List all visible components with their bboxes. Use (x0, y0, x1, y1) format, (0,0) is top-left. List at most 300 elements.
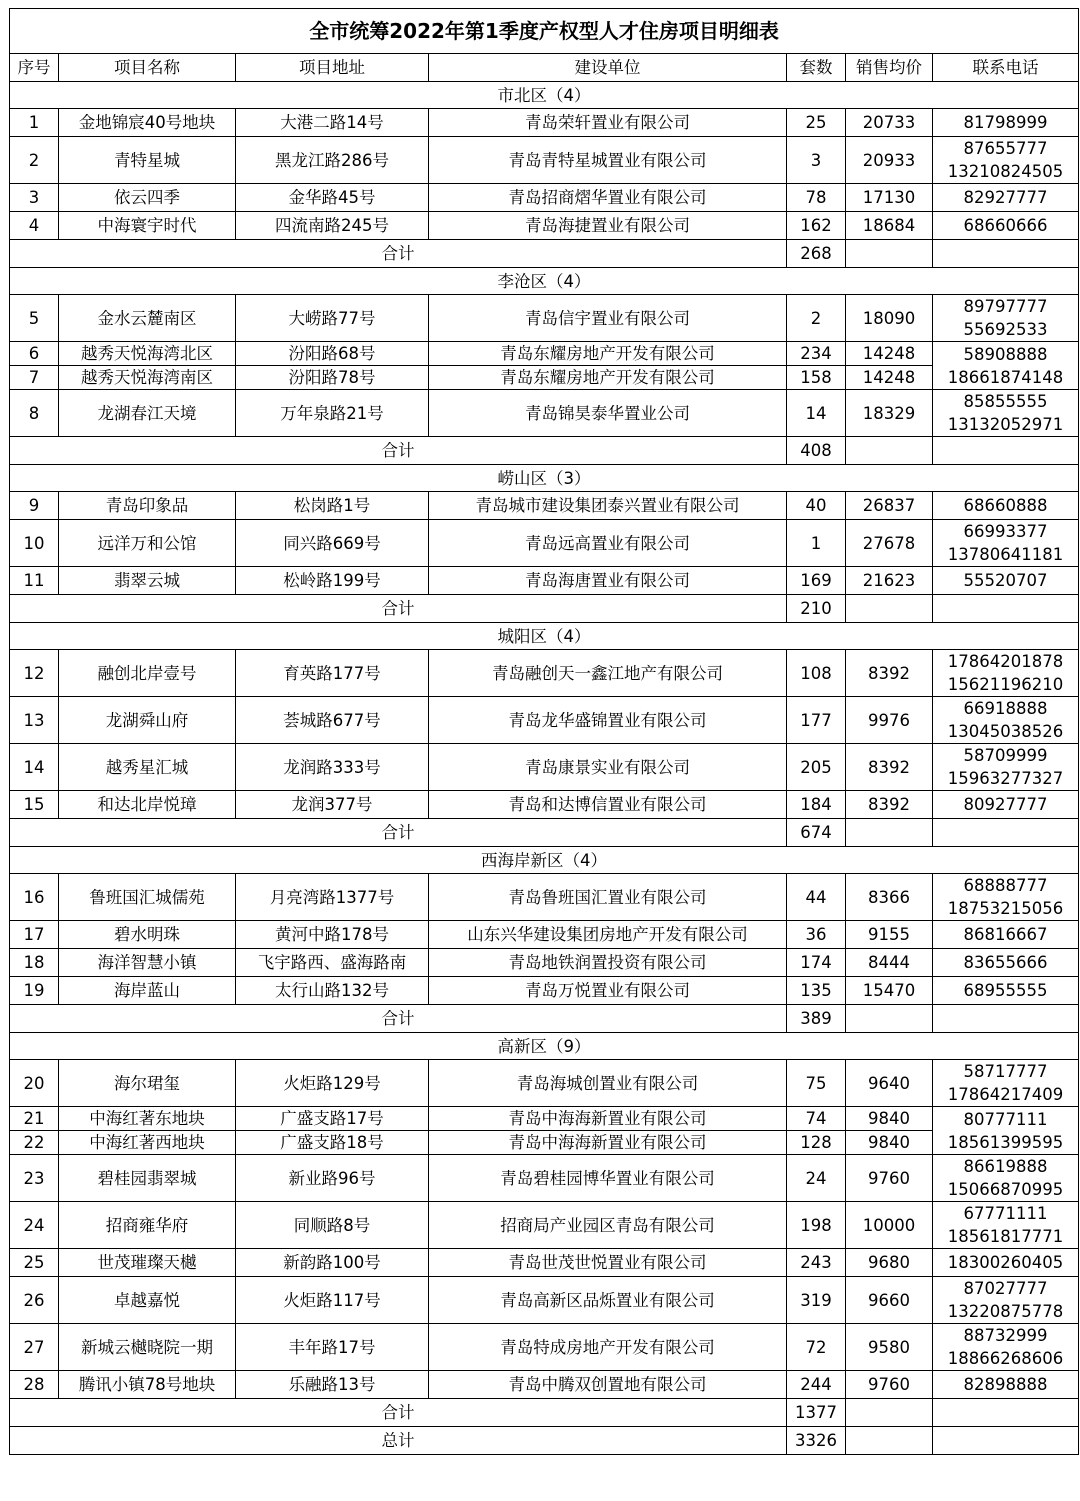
table-row (10, 744, 1079, 791)
district-row (10, 82, 1079, 109)
table-row (10, 366, 1079, 390)
cell-phone (933, 390, 1079, 437)
cell-project-address: 松岭路199号 (236, 567, 429, 595)
cell-units: 177 (787, 697, 846, 744)
phone-number: 81798999 (963, 113, 1048, 132)
cell-units: 1 (787, 520, 846, 567)
phone-number: 18300260405 (947, 1253, 1064, 1272)
table-row (10, 977, 1079, 1005)
cell-project-name: 中海红著西地块 (59, 1131, 236, 1155)
cell-project-name: 金水云麓南区 (59, 295, 236, 342)
district-name: 李沧区（4） (10, 268, 1079, 295)
subtotal-label: 合计 (10, 819, 787, 847)
cell-project-address: 汾阳路68号 (236, 342, 429, 366)
cell-phone (933, 1249, 1079, 1277)
grand-total-empty (933, 1427, 1079, 1455)
cell-project-name: 龙湖舜山府 (59, 697, 236, 744)
cell-avg-price: 8366 (846, 874, 933, 921)
cell-units: 174 (787, 949, 846, 977)
cell-no: 2 (10, 137, 59, 184)
cell-avg-price: 10000 (846, 1202, 933, 1249)
cell-builder: 青岛锦昊泰华置业公司 (429, 390, 787, 437)
cell-no: 17 (10, 921, 59, 949)
phone-number: 18661874148 (947, 367, 1064, 387)
phone-number: 58717777 (963, 1062, 1048, 1081)
cell-no: 24 (10, 1202, 59, 1249)
phone-number: 82898888 (963, 1375, 1048, 1394)
cell-units: 40 (787, 492, 846, 520)
cell-project-address: 金华路45号 (236, 184, 429, 212)
cell-project-address: 月亮湾路1377号 (236, 874, 429, 921)
table-row (10, 184, 1079, 212)
cell-avg-price: 9760 (846, 1371, 933, 1399)
subtotal-units: 268 (787, 240, 846, 268)
phone-number: 18866268606 (947, 1349, 1064, 1368)
phone-number: 55692533 (963, 320, 1048, 339)
cell-builder: 青岛碧桂园博华置业有限公司 (429, 1155, 787, 1202)
subtotal-label: 合计 (10, 437, 787, 465)
phone-number: 86816667 (963, 925, 1048, 944)
cell-project-name: 越秀星汇城 (59, 744, 236, 791)
cell-avg-price: 9580 (846, 1324, 933, 1371)
cell-builder: 青岛高新区品烁置业有限公司 (429, 1277, 787, 1324)
cell-units: 198 (787, 1202, 846, 1249)
cell-builder: 青岛特成房地产开发有限公司 (429, 1324, 787, 1371)
cell-avg-price: 20733 (846, 109, 933, 137)
cell-builder: 青岛信宇置业有限公司 (429, 295, 787, 342)
subtotal-units: 210 (787, 595, 846, 623)
subtotal-units: 389 (787, 1005, 846, 1033)
cell-avg-price: 8444 (846, 949, 933, 977)
table-row (10, 791, 1079, 819)
cell-project-name: 碧桂园翡翠城 (59, 1155, 236, 1202)
phone-number: 87027777 (963, 1279, 1048, 1298)
cell-phone (933, 295, 1079, 342)
cell-project-address: 大港二路14号 (236, 109, 429, 137)
phone-number: 67771111 (963, 1204, 1048, 1223)
cell-no: 23 (10, 1155, 59, 1202)
cell-no: 7 (10, 366, 59, 390)
cell-units: 162 (787, 212, 846, 240)
cell-builder: 青岛鲁班国汇置业有限公司 (429, 874, 787, 921)
cell-project-address: 飞宇路西、盛海路南 (236, 949, 429, 977)
cell-project-address: 广盛支路17号 (236, 1107, 429, 1131)
subtotal-units: 674 (787, 819, 846, 847)
table-row (10, 650, 1079, 697)
grand-total-row (10, 1427, 1079, 1455)
cell-no: 19 (10, 977, 59, 1005)
table-row (10, 949, 1079, 977)
cell-avg-price: 15470 (846, 977, 933, 1005)
cell-builder: 青岛和达博信置业有限公司 (429, 791, 787, 819)
cell-phone (933, 342, 1079, 390)
subtotal-label: 合计 (10, 240, 787, 268)
table-row (10, 1371, 1079, 1399)
cell-project-address: 火炬路117号 (236, 1277, 429, 1324)
cell-phone (933, 184, 1079, 212)
cell-builder: 青岛世茂世悦置业有限公司 (429, 1249, 787, 1277)
cell-builder: 青岛招商熠华置业有限公司 (429, 184, 787, 212)
table-row (10, 1249, 1079, 1277)
cell-project-address: 黄河中路178号 (236, 921, 429, 949)
cell-phone (933, 1107, 1079, 1155)
phone-number: 68660888 (963, 496, 1048, 515)
phone-number: 55520707 (963, 571, 1048, 590)
phone-number: 13045038526 (947, 722, 1064, 741)
subtotal-empty (933, 437, 1079, 465)
table-row (10, 295, 1079, 342)
cell-phone (933, 791, 1079, 819)
phone-number: 80777111 (963, 1109, 1048, 1129)
cell-units: 135 (787, 977, 846, 1005)
cell-avg-price: 9660 (846, 1277, 933, 1324)
title-row (10, 9, 1079, 54)
table-row (10, 1155, 1079, 1202)
cell-project-name: 龙湖春江天境 (59, 390, 236, 437)
phone-number: 83655666 (963, 953, 1048, 972)
subtotal-row (10, 595, 1079, 623)
grand-total-units: 3326 (787, 1427, 846, 1455)
table-row (10, 492, 1079, 520)
cell-units: 128 (787, 1131, 846, 1155)
table-row (10, 1324, 1079, 1371)
cell-no: 1 (10, 109, 59, 137)
cell-project-address: 汾阳路78号 (236, 366, 429, 390)
cell-phone (933, 650, 1079, 697)
cell-phone (933, 212, 1079, 240)
cell-no: 28 (10, 1371, 59, 1399)
table-row (10, 342, 1079, 366)
subtotal-empty (933, 240, 1079, 268)
district-name: 市北区（4） (10, 82, 1079, 109)
cell-project-address: 丰年路17号 (236, 1324, 429, 1371)
district-name: 西海岸新区（4） (10, 847, 1079, 874)
housing-projects-table (9, 8, 1079, 1455)
cell-phone (933, 1277, 1079, 1324)
cell-avg-price: 14248 (846, 366, 933, 390)
subtotal-empty (846, 819, 933, 847)
cell-phone (933, 492, 1079, 520)
cell-avg-price: 9640 (846, 1060, 933, 1107)
cell-avg-price: 18329 (846, 390, 933, 437)
phone-number: 86619888 (963, 1157, 1048, 1176)
subtotal-empty (846, 1399, 933, 1427)
cell-no: 16 (10, 874, 59, 921)
cell-avg-price: 21623 (846, 567, 933, 595)
subtotal-empty (846, 240, 933, 268)
table-row (10, 390, 1079, 437)
cell-project-address: 育英路177号 (236, 650, 429, 697)
phone-number: 18561817771 (947, 1227, 1064, 1246)
cell-no: 6 (10, 342, 59, 366)
table-row (10, 212, 1079, 240)
cell-project-address: 广盛支路18号 (236, 1131, 429, 1155)
cell-builder: 青岛东耀房地产开发有限公司 (429, 342, 787, 366)
cell-phone (933, 1202, 1079, 1249)
cell-project-name: 越秀天悦海湾北区 (59, 342, 236, 366)
cell-project-address: 龙润377号 (236, 791, 429, 819)
phone-number: 17864201878 (947, 652, 1064, 671)
cell-builder: 青岛远高置业有限公司 (429, 520, 787, 567)
phone-number: 13780641181 (947, 545, 1064, 564)
subtotal-empty (933, 819, 1079, 847)
grand-total-empty (846, 1427, 933, 1455)
district-row (10, 1033, 1079, 1060)
cell-builder: 山东兴华建设集团房地产开发有限公司 (429, 921, 787, 949)
cell-project-name: 中海红著东地块 (59, 1107, 236, 1131)
cell-project-name: 中海寰宇时代 (59, 212, 236, 240)
phone-number: 66918888 (963, 699, 1048, 718)
cell-project-name: 青特星城 (59, 137, 236, 184)
cell-project-address: 松岗路1号 (236, 492, 429, 520)
cell-phone (933, 977, 1079, 1005)
phone-number: 66993377 (963, 522, 1048, 541)
cell-builder: 青岛城市建设集团泰兴置业有限公司 (429, 492, 787, 520)
cell-avg-price: 18684 (846, 212, 933, 240)
header-units: 套数 (787, 54, 846, 82)
cell-project-name: 卓越嘉悦 (59, 1277, 236, 1324)
subtotal-label: 合计 (10, 1399, 787, 1427)
cell-builder: 青岛中海海新置业有限公司 (429, 1107, 787, 1131)
cell-phone (933, 1324, 1079, 1371)
cell-avg-price: 9976 (846, 697, 933, 744)
cell-phone (933, 744, 1079, 791)
cell-no: 18 (10, 949, 59, 977)
cell-no: 8 (10, 390, 59, 437)
phone-number: 13132052971 (947, 415, 1064, 434)
cell-units: 169 (787, 567, 846, 595)
phone-number: 68955555 (963, 981, 1048, 1000)
cell-phone (933, 137, 1079, 184)
table-row (10, 1060, 1079, 1107)
cell-project-name: 融创北岸壹号 (59, 650, 236, 697)
district-row (10, 465, 1079, 492)
phone-number: 58709999 (963, 746, 1048, 765)
cell-project-address: 乐融路13号 (236, 1371, 429, 1399)
cell-project-name: 世茂璀璨天樾 (59, 1249, 236, 1277)
cell-project-name: 和达北岸悦璋 (59, 791, 236, 819)
cell-project-address: 太行山路132号 (236, 977, 429, 1005)
district-name: 城阳区（4） (10, 623, 1079, 650)
table-row (10, 520, 1079, 567)
header-avg-price: 销售均价 (846, 54, 933, 82)
phone-number: 89797777 (963, 297, 1048, 316)
cell-project-name: 碧水明珠 (59, 921, 236, 949)
cell-project-name: 新城云樾晓院一期 (59, 1324, 236, 1371)
cell-units: 14 (787, 390, 846, 437)
cell-project-address: 火炬路129号 (236, 1060, 429, 1107)
cell-units: 319 (787, 1277, 846, 1324)
cell-builder: 青岛融创天一鑫江地产有限公司 (429, 650, 787, 697)
cell-no: 22 (10, 1131, 59, 1155)
table-row (10, 1131, 1079, 1155)
subtotal-empty (846, 1005, 933, 1033)
district-row (10, 268, 1079, 295)
table-title: 全市统筹2022年第1季度产权型人才住房项目明细表 (10, 9, 1079, 54)
cell-project-name: 越秀天悦海湾南区 (59, 366, 236, 390)
cell-phone (933, 697, 1079, 744)
subtotal-empty (933, 1399, 1079, 1427)
cell-units: 36 (787, 921, 846, 949)
cell-project-address: 新业路96号 (236, 1155, 429, 1202)
cell-project-address: 大崂路77号 (236, 295, 429, 342)
cell-project-address: 同兴路669号 (236, 520, 429, 567)
cell-no: 26 (10, 1277, 59, 1324)
phone-number: 13210824505 (947, 162, 1064, 181)
cell-project-address: 黑龙江路286号 (236, 137, 429, 184)
subtotal-empty (846, 595, 933, 623)
cell-units: 108 (787, 650, 846, 697)
cell-builder: 青岛海唐置业有限公司 (429, 567, 787, 595)
cell-project-name: 金地锦宸40号地块 (59, 109, 236, 137)
district-name: 崂山区（3） (10, 465, 1079, 492)
cell-no: 21 (10, 1107, 59, 1131)
cell-phone (933, 949, 1079, 977)
cell-avg-price: 18090 (846, 295, 933, 342)
cell-builder: 招商局产业园区青岛有限公司 (429, 1202, 787, 1249)
cell-project-address: 新韵路100号 (236, 1249, 429, 1277)
subtotal-row (10, 1399, 1079, 1427)
cell-project-address: 同顺路8号 (236, 1202, 429, 1249)
cell-project-name: 远洋万和公馆 (59, 520, 236, 567)
cell-project-name: 海洋智慧小镇 (59, 949, 236, 977)
cell-avg-price: 17130 (846, 184, 933, 212)
cell-project-name: 依云四季 (59, 184, 236, 212)
cell-avg-price: 8392 (846, 791, 933, 819)
phone-number: 15066870995 (947, 1180, 1064, 1199)
cell-units: 75 (787, 1060, 846, 1107)
cell-avg-price: 9840 (846, 1131, 933, 1155)
cell-units: 243 (787, 1249, 846, 1277)
phone-number: 80927777 (963, 795, 1048, 814)
cell-phone (933, 1155, 1079, 1202)
cell-units: 205 (787, 744, 846, 791)
cell-project-address: 万年泉路21号 (236, 390, 429, 437)
header-project-name: 项目名称 (59, 54, 236, 82)
subtotal-row (10, 240, 1079, 268)
cell-phone (933, 921, 1079, 949)
cell-units: 44 (787, 874, 846, 921)
cell-project-address: 四流南路245号 (236, 212, 429, 240)
phone-number: 15621196210 (947, 675, 1064, 694)
cell-avg-price: 27678 (846, 520, 933, 567)
subtotal-label: 合计 (10, 1005, 787, 1033)
cell-project-address: 荟城路677号 (236, 697, 429, 744)
phone-number: 68660666 (963, 216, 1048, 235)
cell-units: 184 (787, 791, 846, 819)
cell-no: 11 (10, 567, 59, 595)
cell-builder: 青岛青特星城置业有限公司 (429, 137, 787, 184)
cell-project-name: 鲁班国汇城儒苑 (59, 874, 236, 921)
table-row (10, 697, 1079, 744)
district-row (10, 847, 1079, 874)
cell-units: 158 (787, 366, 846, 390)
cell-no: 13 (10, 697, 59, 744)
phone-number: 87655777 (963, 139, 1048, 158)
cell-project-name: 青岛印象品 (59, 492, 236, 520)
cell-no: 27 (10, 1324, 59, 1371)
cell-project-address: 龙润路333号 (236, 744, 429, 791)
cell-phone (933, 520, 1079, 567)
cell-builder: 青岛地铁润置投资有限公司 (429, 949, 787, 977)
cell-phone (933, 1060, 1079, 1107)
cell-units: 78 (787, 184, 846, 212)
cell-avg-price: 9680 (846, 1249, 933, 1277)
phone-number: 68888777 (963, 876, 1048, 895)
cell-builder: 青岛万悦置业有限公司 (429, 977, 787, 1005)
cell-project-name: 招商雍华府 (59, 1202, 236, 1249)
cell-builder: 青岛中腾双创置地有限公司 (429, 1371, 787, 1399)
table-row (10, 109, 1079, 137)
cell-phone (933, 874, 1079, 921)
cell-avg-price: 9760 (846, 1155, 933, 1202)
subtotal-row (10, 1005, 1079, 1033)
cell-no: 14 (10, 744, 59, 791)
table-row (10, 921, 1079, 949)
cell-phone (933, 567, 1079, 595)
cell-no: 15 (10, 791, 59, 819)
cell-units: 2 (787, 295, 846, 342)
cell-builder: 青岛海城创置业有限公司 (429, 1060, 787, 1107)
cell-units: 74 (787, 1107, 846, 1131)
subtotal-empty (933, 1005, 1079, 1033)
district-row (10, 623, 1079, 650)
cell-no: 20 (10, 1060, 59, 1107)
cell-avg-price: 8392 (846, 650, 933, 697)
cell-avg-price: 20933 (846, 137, 933, 184)
cell-avg-price: 14248 (846, 342, 933, 366)
subtotal-row (10, 819, 1079, 847)
phone-number: 85855555 (963, 392, 1048, 411)
table-row (10, 137, 1079, 184)
cell-no: 4 (10, 212, 59, 240)
cell-units: 25 (787, 109, 846, 137)
cell-phone (933, 109, 1079, 137)
cell-builder: 青岛海捷置业有限公司 (429, 212, 787, 240)
cell-no: 10 (10, 520, 59, 567)
cell-avg-price: 9155 (846, 921, 933, 949)
cell-builder: 青岛中海海新置业有限公司 (429, 1131, 787, 1155)
header-row (10, 54, 1079, 82)
cell-no: 5 (10, 295, 59, 342)
subtotal-units: 1377 (787, 1399, 846, 1427)
cell-no: 12 (10, 650, 59, 697)
cell-units: 3 (787, 137, 846, 184)
phone-number: 88732999 (963, 1326, 1048, 1345)
subtotal-units: 408 (787, 437, 846, 465)
subtotal-label: 合计 (10, 595, 787, 623)
cell-phone (933, 1371, 1079, 1399)
table-row (10, 1107, 1079, 1131)
cell-builder: 青岛东耀房地产开发有限公司 (429, 366, 787, 390)
cell-units: 244 (787, 1371, 846, 1399)
grand-total-label: 总计 (10, 1427, 787, 1455)
header-phone: 联系电话 (933, 54, 1079, 82)
cell-no: 3 (10, 184, 59, 212)
subtotal-empty (933, 595, 1079, 623)
phone-number: 15963277327 (947, 769, 1064, 788)
cell-no: 9 (10, 492, 59, 520)
cell-project-name: 海岸蓝山 (59, 977, 236, 1005)
table-row (10, 1277, 1079, 1324)
subtotal-row (10, 437, 1079, 465)
cell-project-name: 腾讯小镇78号地块 (59, 1371, 236, 1399)
phone-number: 17864217409 (947, 1085, 1064, 1104)
phone-number: 13220875778 (947, 1302, 1064, 1321)
header-builder: 建设单位 (429, 54, 787, 82)
table-row (10, 874, 1079, 921)
header-no: 序号 (10, 54, 59, 82)
